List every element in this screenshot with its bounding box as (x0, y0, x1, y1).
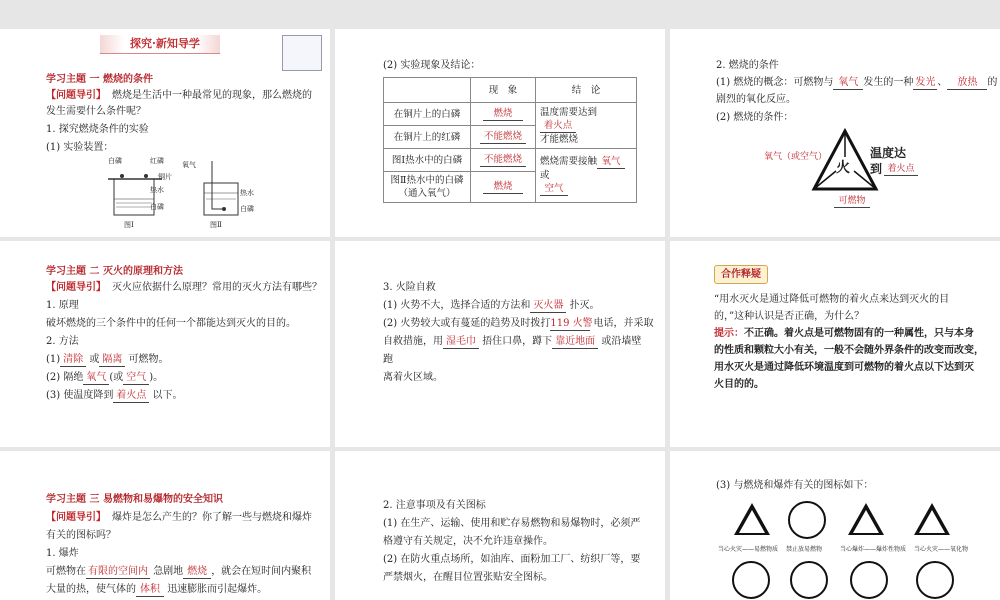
question-tag: 【问题导引】 (46, 282, 106, 293)
banner (100, 35, 220, 54)
no-smoking-icon (916, 561, 954, 599)
no-fireworks-icon (850, 561, 888, 599)
rescue-line-5: 离着火区域。 (383, 372, 443, 383)
label-copper-sheet: 铜片 (158, 173, 172, 181)
row-phenomenon: 燃烧 (471, 172, 536, 203)
item-1a: (1) 实验装置： (46, 142, 114, 153)
label-oxygen: 氧气 (182, 161, 196, 169)
label-hot-water: 热水 (150, 186, 164, 194)
triangle-label-temp: 温度达 (870, 146, 907, 160)
row-label: 图Ⅰ热水中的白磷 (384, 149, 471, 172)
slide-fire-extinguishing (0, 241, 330, 447)
topic-heading: 学习主题 二 灭火的原理和方法 (46, 266, 183, 277)
label-white-phosphorus-3: 白磷 (240, 205, 254, 213)
icon-caption: 禁止放易燃物 (786, 546, 823, 553)
header-blank (384, 78, 471, 103)
slide-discussion (670, 241, 1000, 447)
question-line-2: 的，”这种认识是否正确，为什么？ (714, 311, 865, 322)
conclusion-2: 燃烧需要接触 氧气 或 空气 (536, 149, 637, 203)
slide-fire-self-rescue (335, 241, 665, 447)
item-1: 1. 探究燃烧条件的实验 (46, 124, 149, 135)
slide-combustion-conditions (0, 29, 330, 237)
rescue-line-2: (2) 火势较大或有蔓延的趋势及时拨打119 火警 电话，并采取 (383, 318, 654, 329)
question-text-2: 发生需要什么条件呢？ (46, 106, 146, 117)
triangle-label-fuel: 可燃物 (834, 195, 870, 208)
explosion-line-1: 可燃物在 有限的空间内 急剧地 燃烧 ，就会在短时间内聚积 (46, 566, 312, 577)
icon-caption: 当心火灾——氧化物 (914, 546, 969, 553)
slide-flammables-explosives (0, 451, 330, 600)
question-line-1: “用水灭火是通过降低可燃物的着火点来达到灭火的目 (714, 294, 950, 305)
slide-safety-icons (670, 451, 1000, 600)
conclusion-1: 温度需要达到着火点 才能燃烧 (536, 103, 637, 149)
hint-line-2: 的性质和颗粒大小有关，一般不会随外界条件的改变而改变， (714, 345, 984, 356)
label-white-phosphorus-2: 白磷 (150, 203, 164, 211)
slide-experiment-results (335, 29, 665, 237)
question-text: 爆炸是怎么产生的？你了解一些与燃烧和爆炸 (112, 512, 312, 523)
no-open-flame-icon (790, 561, 828, 599)
precaution-line-4: 严禁烟火，在醒目位置张贴安全图标。 (383, 572, 553, 583)
item-2: 2. 燃烧的条件 (716, 60, 779, 71)
no-flammables-icon (788, 501, 826, 539)
banner-title: 探究·新知导学 (130, 37, 200, 50)
row-label: 在铜片上的白磷 (384, 103, 471, 126)
icon-caption: 当心爆炸——爆炸性物质 (840, 546, 907, 553)
question-tag: 【问题导引】 (46, 512, 106, 523)
definition-line-2: 剧烈的氧化反应。 (716, 94, 796, 105)
discussion-badge: 合作释疑 (714, 265, 768, 284)
precaution-line-3: (2) 在防火重点场所，如油库、面粉加工厂、纺织厂等，要 (383, 554, 641, 565)
question-text: 燃烧是生活中一种最常见的现象，那么燃烧的 (112, 90, 312, 101)
precaution-line-1: (1) 在生产、运输、使用和贮存易燃物和易爆物时，必须严 (383, 518, 641, 529)
topic-heading: 学习主题 一 燃烧的条件 (46, 74, 153, 85)
question-text-2: 有关的图标吗？ (46, 530, 116, 541)
method-3: (3) 使温度降到 着火点 以下。 (46, 390, 183, 401)
item-1-text: 破坏燃烧的三个条件中的任何一个都能达到灭火的目的。 (46, 318, 296, 329)
question-tag: 【问题导引】 (46, 90, 106, 101)
label-red-phosphorus: 红磷 (150, 157, 164, 165)
row-phenomenon: 燃烧 (471, 103, 536, 126)
row-label: 在铜片上的红磷 (384, 126, 471, 149)
row-phenomenon: 不能燃烧 (471, 126, 536, 149)
triangle-blank-ignition: 着火点 (884, 163, 918, 176)
slide-combustion-conditions-2 (670, 29, 1000, 237)
rescue-line-3: 自救措施，用 湿毛巾 捂住口鼻，蹲下 靠近地面 或沿墙壁 (383, 336, 642, 347)
item-2: 2. 方法 (46, 336, 79, 347)
question-text: 灭火应依据什么原理？常用的灭火方法有哪些？ (112, 282, 322, 293)
slide-precautions (335, 451, 665, 600)
item-1: 1. 原理 (46, 300, 79, 311)
header-phenomenon: 现 象 (471, 78, 536, 103)
triangle-label-temp-2: 到 (870, 162, 883, 176)
hint-line-4: 火目的的。 (714, 379, 764, 390)
icon-caption: 当心火灾——易燃物质 (718, 546, 779, 553)
label-white-phosphorus: 白磷 (108, 157, 122, 165)
explosion-line-2: 大量的热，使气体的 体积 迅速膨胀而引起爆炸。 (46, 584, 268, 595)
no-fire-icon (732, 561, 770, 599)
conditions-line: (2) 燃烧的条件： (716, 112, 794, 123)
note-card (282, 35, 322, 71)
method-2: (2) 隔绝 氧气 (或 空气 )。 (46, 372, 164, 383)
definition-line: (1) 燃烧的概念：可燃物与 氧气 发生的一种 发光 、 放热 的 (716, 77, 998, 88)
method-1: (1) 清除 或 隔离 可燃物。 (46, 354, 169, 365)
precaution-line-2: 格遵守有关规定，决不允许违章操作。 (383, 536, 553, 547)
item-3: 3. 火险自救 (383, 282, 436, 293)
rescue-line-1: (1) 火势不大，选择合适的方法和 灭火器 扑灭。 (383, 300, 600, 311)
hint-line-3: 用水灭火是通过降低环境温度到可燃物的着火点以下达到灭 (714, 362, 974, 373)
section-heading: (2) 实验现象及结论： (383, 60, 481, 71)
triangle-label-oxygen: 氧气（或空气） (764, 152, 828, 162)
figure-2-caption: 图Ⅱ (210, 221, 222, 229)
label-hot-water-2: 热水 (240, 189, 254, 197)
fire-glyph: 火 (836, 160, 850, 176)
header-conclusion: 结 论 (536, 78, 637, 103)
results-table (383, 77, 637, 203)
icons-heading: (3) 与燃烧和爆炸有关的图标如下： (716, 480, 874, 491)
row-label: 图Ⅱ热水中的白磷 （通入氧气） (384, 172, 471, 203)
item-2: 2. 注意事项及有关图标 (383, 500, 486, 511)
row-phenomenon: 不能燃烧 (471, 149, 536, 172)
rescue-line-4: 跑 (383, 354, 393, 365)
item-1: 1. 爆炸 (46, 548, 79, 559)
topic-heading: 学习主题 三 易燃物和易爆物的安全知识 (46, 494, 223, 505)
hint-line-1: 提示：不正确。着火点是可燃物固有的一种属性，只与本身 (714, 328, 974, 339)
figure-1-caption: 图Ⅰ (124, 221, 134, 229)
